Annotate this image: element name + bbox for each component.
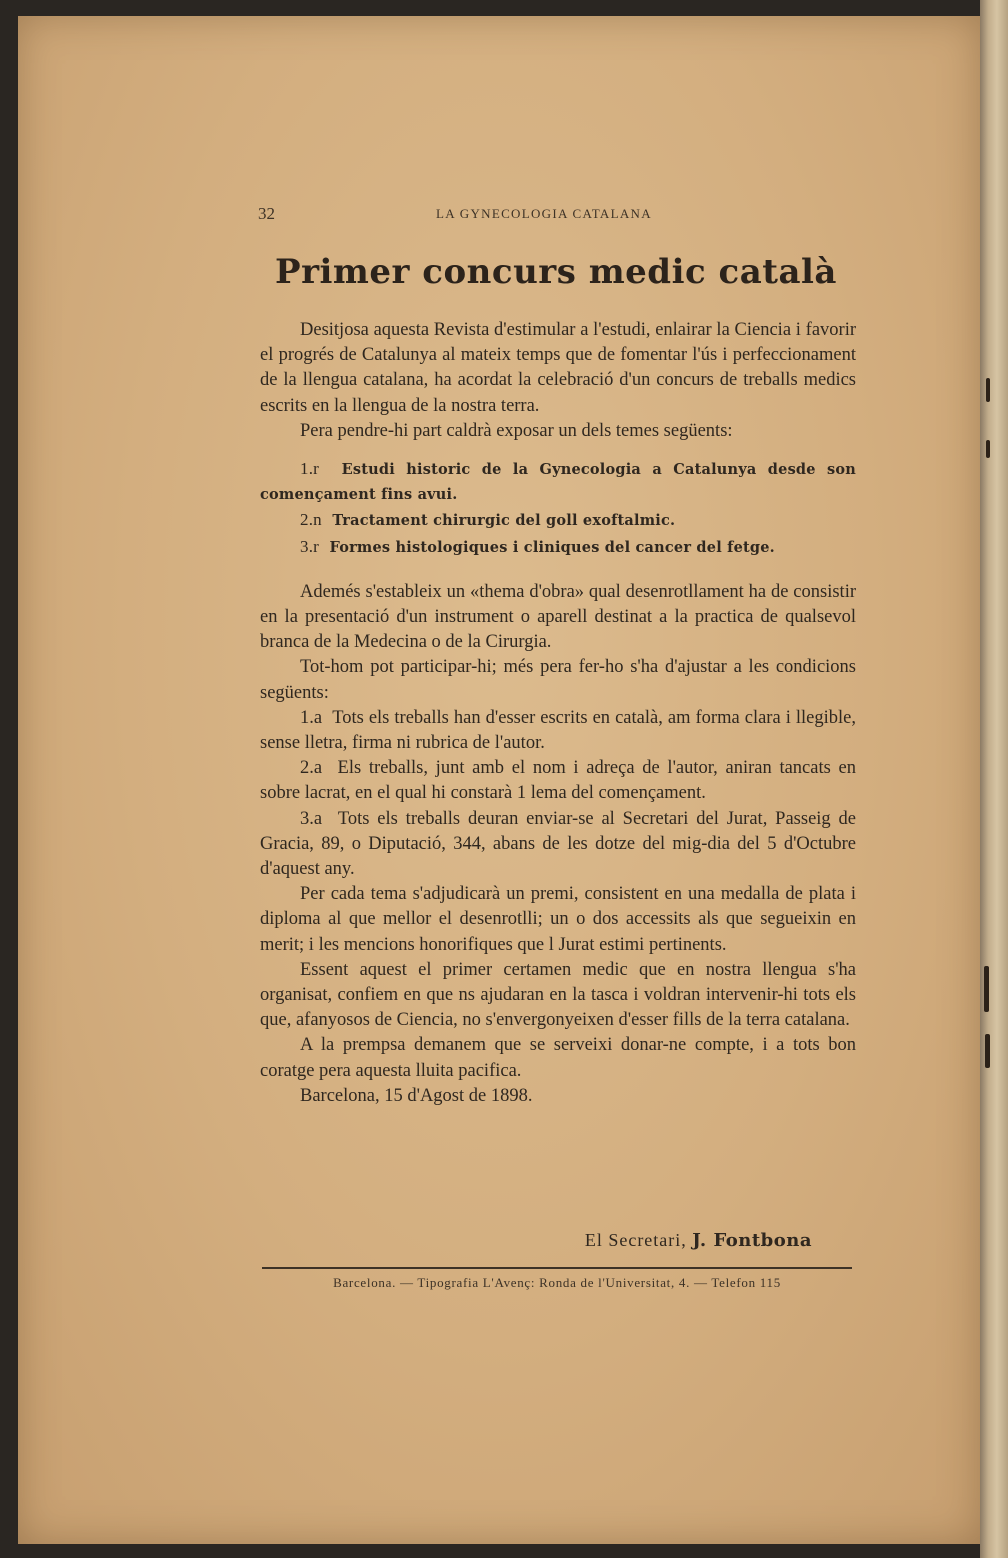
condition-text: Tots els treballs deuran enviar-se al Secretari del Jurat, Passeig de Gracia, 89, o Diputació, 344, abans de les dotze del mig-dia del 5 d'Octubre d'aquest any. (260, 808, 856, 880)
page-number: 32 (258, 204, 275, 223)
condition-number: 3.a (300, 808, 323, 829)
topic-text: Formes histologiques i cliniques del cancer del fetge. (329, 538, 775, 556)
body-paragraph: Per cada tema s'adjudicarà un premi, consistent en una medalla de plata i diploma al que mellor el desenrotlli; un o dos accessits als que segueixin en merit; i les mencions honorifiques que l Jurat estimi pertinents. (260, 884, 856, 955)
article-body (260, 318, 856, 1109)
topic-item (260, 456, 856, 507)
printer-imprint: Barcelona. — Tipografia L'Avenç: Ronda de l'Universitat, 4. — Telefon 115 (333, 1275, 781, 1290)
condition-number: 2.a (300, 758, 323, 779)
topic-number: 1.r (300, 459, 320, 479)
running-header (256, 204, 856, 228)
signature-role: El Secretari, (584, 1230, 687, 1250)
topic-number: 3.r (300, 536, 320, 556)
body-paragraph: Ademés s'estableix un «thema d'obra» qual desenrotllament ha de consistir en la presentació d'un instrument o aparell destinat a la practica de qualsevol branca de la Medecina o de la Cirurgia. (260, 581, 856, 653)
topic-text: Tractament chirurgic del goll exoftalmic. (332, 512, 676, 530)
intro-paragraph: Desitjosa aquesta Revista d'estimular a l'estudi, enlairar la Ciencia i favorir el progrés de Catalunya al mateix temps que de fomentar l'ús i perfeccionament de la llengua catalana, ha acordat la celebració d'un concurs de treballs medics escrits en la llengua de la nostra terra. (260, 320, 856, 416)
adjacent-page-edge (980, 0, 1008, 1558)
condition-number: 1.a (300, 707, 323, 728)
condition-item (260, 706, 856, 756)
condition-text: Els treballs, junt amb el nom i adreça de l'autor, aniran tancats en sobre lacrat, en el qual hi constarà 1 lema del començament. (260, 758, 856, 804)
signature (260, 1230, 812, 1251)
body-paragraph: Tot-hom pot participar-hi; més pera fer-ho s'ha d'ajustar a les condicions següents: (260, 657, 856, 703)
dateline: Barcelona, 15 d'Agost de 1898. (300, 1085, 533, 1106)
condition-text: Tots els treballs han d'esser escrits en català, am forma clara i llegible, sense lletra, firma ni rubrica de l'autor. (260, 707, 857, 754)
footer-divider (262, 1267, 852, 1269)
journal-title: LA GYNECOLOGIA CATALANA (436, 206, 652, 221)
signature-name: J. Fontbona (692, 1230, 812, 1251)
topic-number: 2.n (300, 510, 322, 530)
topic-text: Estudi historic de la Gynecologia a Catalunya desde son començament fins avui. (260, 461, 857, 504)
body-paragraph: Essent aquest el primer certamen medic que en nostra llengua s'ha organisat, confiem en que ns ajudaran en la tasca i voldran intervenir-hi tots els que, afanyosos de Ciencia, no s'envergonyeixen d'esser fills de la terra catalana. (260, 959, 856, 1031)
topic-item (260, 507, 856, 533)
condition-item (260, 807, 856, 883)
article-title: Primer concurs medic català (275, 252, 837, 292)
body-paragraph: A la prempsa demanem que se serveixi donar-ne compte, i a tots bon coratge pera aquesta lluita pacifica. (260, 1035, 856, 1081)
topics-intro: Pera pendre-hi part caldrà exposar un dels temes següents: (300, 420, 733, 441)
condition-item (260, 756, 856, 806)
topic-item (260, 534, 856, 560)
